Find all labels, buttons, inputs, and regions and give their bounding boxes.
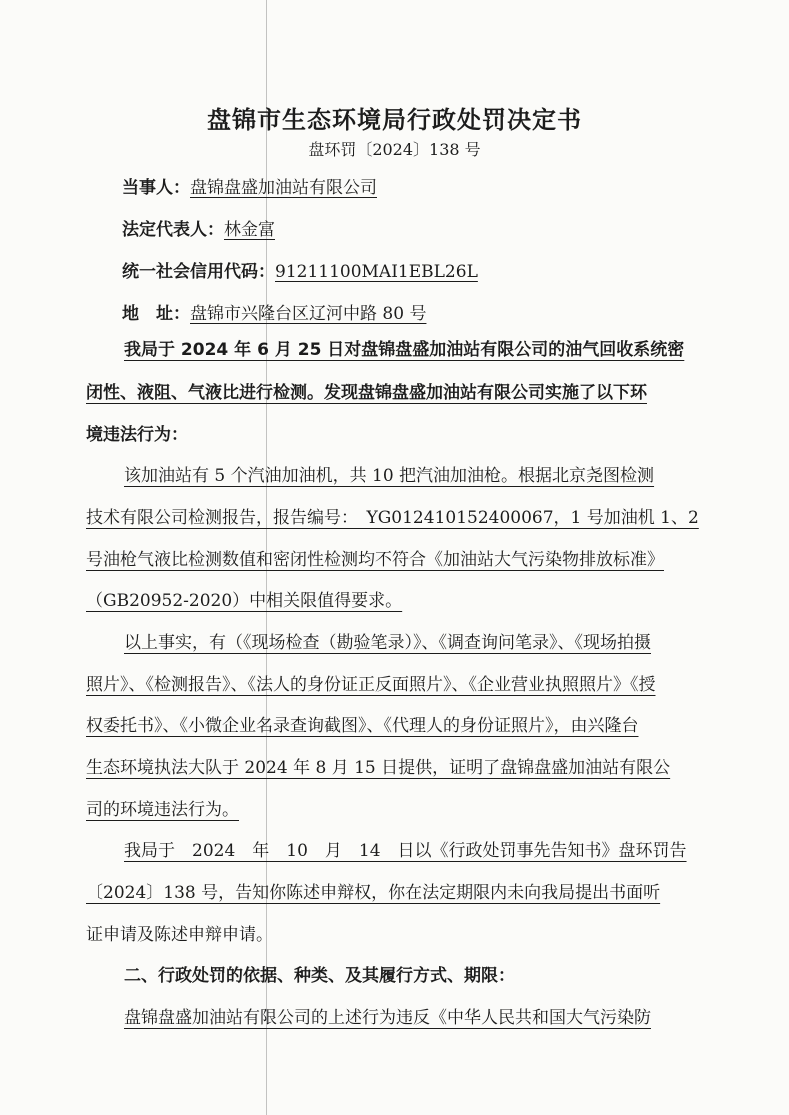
body-line: 技术有限公司检测报告，报告编号： YG012410152400067，1 号加油机 1、2 [86,508,699,528]
credit-code-label: 统一社会信用代码： [122,262,275,282]
credit-code-value: 91211100MAI1EBL26L [275,262,478,282]
legal-rep-label: 法定代表人： [122,220,224,240]
body-line: 我局于 2024 年 10 月 14 日以《行政处罚事先告知书》盘环罚告 [124,841,687,861]
body-line: 境违法行为： [86,425,188,445]
body-line: 以上事实，有（《现场检查（勘验笔录）》、《调查询问笔录》、《现场拍摄 [124,633,651,653]
body-line: 权委托书》、《小微企业名录查询截图》、《代理人的身份证照片》，由兴隆台 [86,716,639,736]
document-number: 盘环罚〔2024〕138 号 [308,140,481,159]
body-line: 盘锦盘盛加油站有限公司的上述行为违反《中华人民共和国大气污染防 [124,1008,651,1028]
credit-code-field [122,257,478,282]
body-line: 生态环境执法大队于 2024 年 8 月 15 日提供，证明了盘锦盘盛加油站有限公 [86,758,671,778]
party-value: 盘锦盘盛加油站有限公司 [190,178,377,198]
body-line: 证申请及陈述申辩申请。 [86,925,273,945]
body-line: （GB20952-2020）中相关限值得要求。 [86,591,403,611]
section-heading: 二、行政处罚的依据、种类、及其履行方式、期限： [124,966,515,986]
document-title: 盘锦市生态环境局行政处罚决定书 [207,106,582,134]
body-line: 〔2024〕138 号，告知你陈述申辩权，你在法定期限内未向我局提出书面听 [86,883,661,903]
party-label: 当事人： [122,178,190,198]
body-line: 我局于 2024 年 6 月 25 日对盘锦盘盛加油站有限公司的油气回收系统密 [124,340,685,360]
party-field [122,173,377,198]
body-line: 号油枪气液比检测数值和密闭性检测均不符合《加油站大气污染物排放标准》 [86,550,664,570]
legal-rep-value: 林金富 [224,220,275,240]
legal-rep-field [122,215,275,240]
address-field [122,299,426,324]
body-line: 闭性、液阻、气液比进行检测。发现盘锦盘盛加油站有限公司实施了以下环 [86,383,647,403]
body-line: 该加油站有 5 个汽油加油机，共 10 把汽油加油枪。根据北京尧图检测 [124,466,655,486]
body-line: 司的环境违法行为。 [86,800,239,820]
body-line: 照片》、《检测报告》、《法人的身份证正反面照片》、《企业营业执照照片》《授 [86,675,656,695]
address-label: 地 址： [122,304,190,324]
address-value: 盘锦市兴隆台区辽河中路 80 号 [190,304,427,324]
